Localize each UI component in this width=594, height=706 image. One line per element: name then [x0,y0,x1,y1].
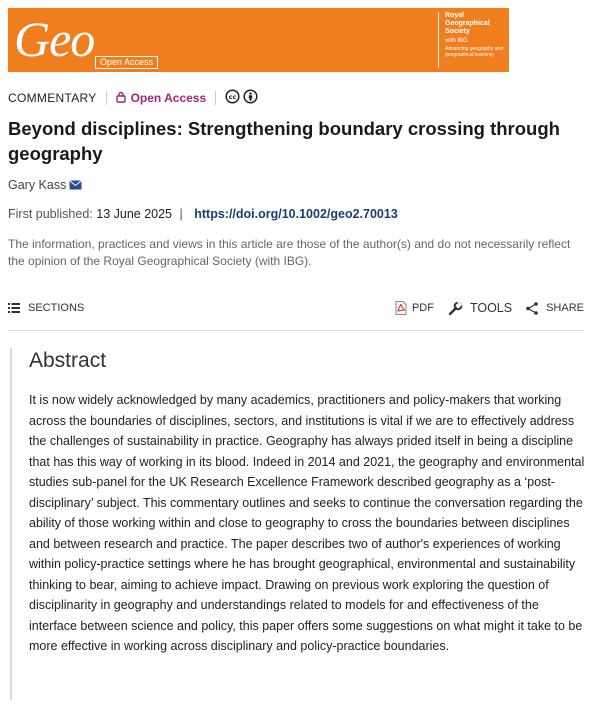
by-icon[interactable] [243,89,258,107]
pub-separator: | [179,207,183,221]
sections-label: SECTIONS [28,302,85,314]
cc-icon[interactable] [225,89,240,107]
abstract-text: It is now widely acknowledged by many academics, practitioners and policy-makers that working across the boundaries of disciplines, sectors, and institutions is vital if we are to effectively address the challenges of sustainability in practice. Geography has always prided itself in being a discipline that has this way of working in its blood. Indeed in 2014 and 2021, the geography and environmental studies sub-panel for the UK Research Excellence Framework described geography as a ‘post-disciplinary’ subject. This commentary outlines and seeks to continue the conversation regarding the ability of those working within and close to geography to cross the boundaries between disciplines and between research and practice. The paper describes two of author's experiences of working within policy-practice settings where he has brought geographical, environmental and sustainability thinking to bear, aiming to achieve impact. Drawing on previous work exploring the question of disciplinarity in geography and understandings related to models for and effectiveness of the interface between science and policy, this paper offers some suggestions on what might it take to be more effective in working across disciplinary and policy-practice boundaries. [29,393,585,653]
geo-journal-logo: Geo [14,11,95,67]
first-published-date: 13 June 2025 [96,207,173,221]
svg-text:cc: cc [228,93,237,101]
article-type: COMMENTARY [8,91,97,105]
author-line [8,178,82,192]
divider [106,91,107,105]
sections-button[interactable] [8,302,84,314]
divider [215,91,216,105]
rgs-with: with IBG [445,38,468,44]
wrench-icon [448,301,463,316]
rgs-tagline: Advancing geography and geographical learning [445,46,504,58]
journal-banner[interactable] [8,8,509,72]
rgs-logo [438,12,509,68]
pdf-icon [395,301,407,315]
tools-label: TOOLS [469,301,513,315]
article-meta-row [8,90,258,106]
article-toolbar [8,297,584,319]
publication-info [8,207,398,221]
disclaimer-text: The information, practices and views in this article are those of the author(s) and do not necessarily reflect the opinion of the Royal Geographical Society (with IBG). [8,237,571,268]
toolbar-divider [8,330,584,331]
open-access-badge[interactable]: Open Access [130,91,207,105]
pdf-button[interactable] [395,301,434,315]
article-title: Beyond disciplines: Strengthening boundary crossing through geography [8,118,560,164]
share-icon [526,302,538,315]
mail-icon[interactable] [69,180,82,190]
tools-button[interactable] [448,301,512,316]
abstract-side-rule [10,348,12,700]
open-access-logo-label: Open Access [95,56,158,69]
first-published-label: First published: [8,207,93,221]
share-label: SHARE [546,302,584,314]
list-icon [8,303,20,313]
abstract-heading: Abstract [29,349,107,372]
pdf-label: PDF [411,302,434,314]
share-button[interactable] [526,302,584,315]
lock-icon [116,91,126,106]
author-link[interactable]: Gary Kass [8,178,67,192]
rgs-name: Royal Geographical Society [445,12,490,35]
doi-link[interactable]: https://doi.org/10.1002/geo2.70013 [194,207,398,221]
